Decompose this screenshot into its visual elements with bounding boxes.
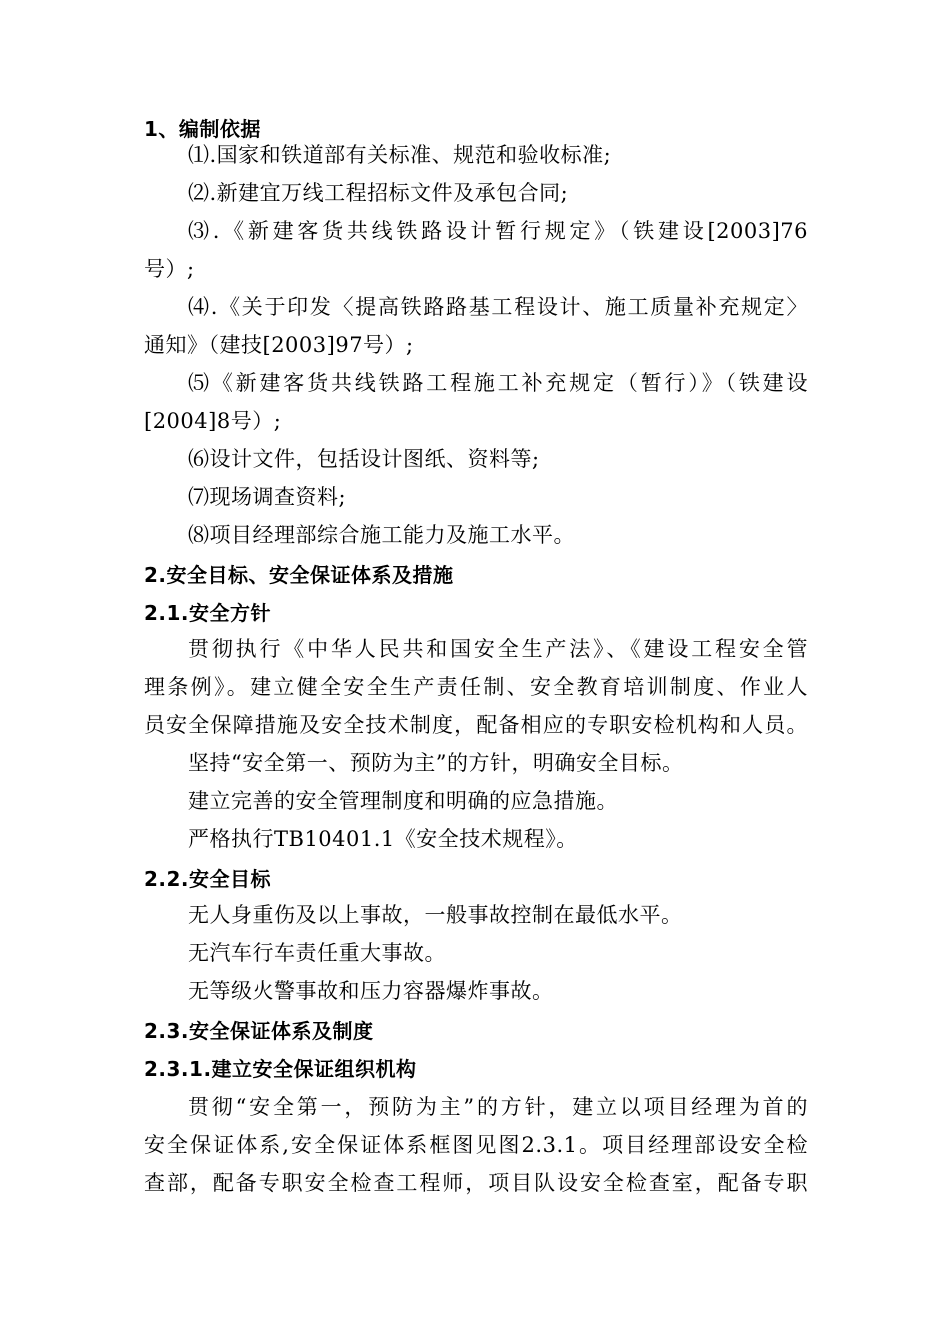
basis-item-3: ⑶.《新建客货共线铁路设计暂行规定》（铁建设[2003]76 [188, 219, 808, 243]
basis-item-8: ⑻项目经理部综合施工能力及施工水平。 [188, 523, 575, 547]
subsection-heading-2-3: 2.3.安全保证体系及制度 [144, 1019, 374, 1043]
org-paragraph-line-3: 查部，配备专职安全检查工程师，项目队设安全检查室，配备专职 [144, 1171, 808, 1195]
policy-paragraph-line-3: 员安全保障措施及安全技术制度，配备相应的专职安检机构和人员。 [144, 713, 808, 737]
basis-item-6: ⑹设计文件，包括设计图纸、资料等; [188, 447, 540, 471]
basis-item-4: ⑷.《关于印发〈提高铁路路基工程设计、施工质量补充规定〉 [188, 295, 808, 319]
policy-paragraph-line-2: 理条例》。建立健全安全生产责任制、安全教育培训制度、作业人 [144, 675, 808, 699]
section-heading-2: 2.安全目标、安全保证体系及措施 [144, 563, 454, 587]
section-heading-1: 1、编制依据 [144, 117, 261, 141]
basis-item-2: ⑵.新建宜万线工程招标文件及承包合同; [188, 181, 569, 205]
goal-line-2: 无汽车行车责任重大事故。 [188, 941, 446, 965]
policy-paragraph-line-1: 贯彻执行《中华人民共和国安全生产法》、《建设工程安全管 [188, 637, 808, 661]
subsection-heading-2-1: 2.1.安全方针 [144, 601, 272, 625]
basis-item-4-cont: 通知》（建技[2003]97号）; [144, 333, 414, 357]
goal-line-3: 无等级火警事故和压力容器爆炸事故。 [188, 979, 554, 1003]
policy-line-4: 坚持“安全第一、预防为主”的方针，明确安全目标。 [188, 751, 684, 775]
org-paragraph-line-2: 安全保证体系,安全保证体系框图见图2.3.1。项目经理部设安全检 [144, 1133, 808, 1157]
basis-item-1: ⑴.国家和铁道部有关标准、规范和验收标准; [188, 143, 612, 167]
subsection-heading-2-2: 2.2.安全目标 [144, 867, 272, 891]
policy-line-6: 严格执行TB10401.1《安全技术规程》。 [188, 827, 578, 851]
goal-line-1: 无人身重伤及以上事故，一般事故控制在最低水平。 [188, 903, 683, 927]
basis-item-5: ⑸《新建客货共线铁路工程施工补充规定（暂行）》（铁建设 [188, 371, 808, 395]
basis-item-5-cont: [2004]8号）; [144, 409, 282, 433]
basis-item-7: ⑺现场调查资料; [188, 485, 347, 509]
basis-item-3-cont: 号）; [144, 257, 195, 281]
policy-line-5: 建立完善的安全管理制度和明确的应急措施。 [188, 789, 618, 813]
org-paragraph-line-1: 贯彻“安全第一，预防为主”的方针，建立以项目经理为首的 [188, 1095, 808, 1119]
subsection-heading-2-3-1: 2.3.1.建立安全保证组织机构 [144, 1057, 417, 1081]
